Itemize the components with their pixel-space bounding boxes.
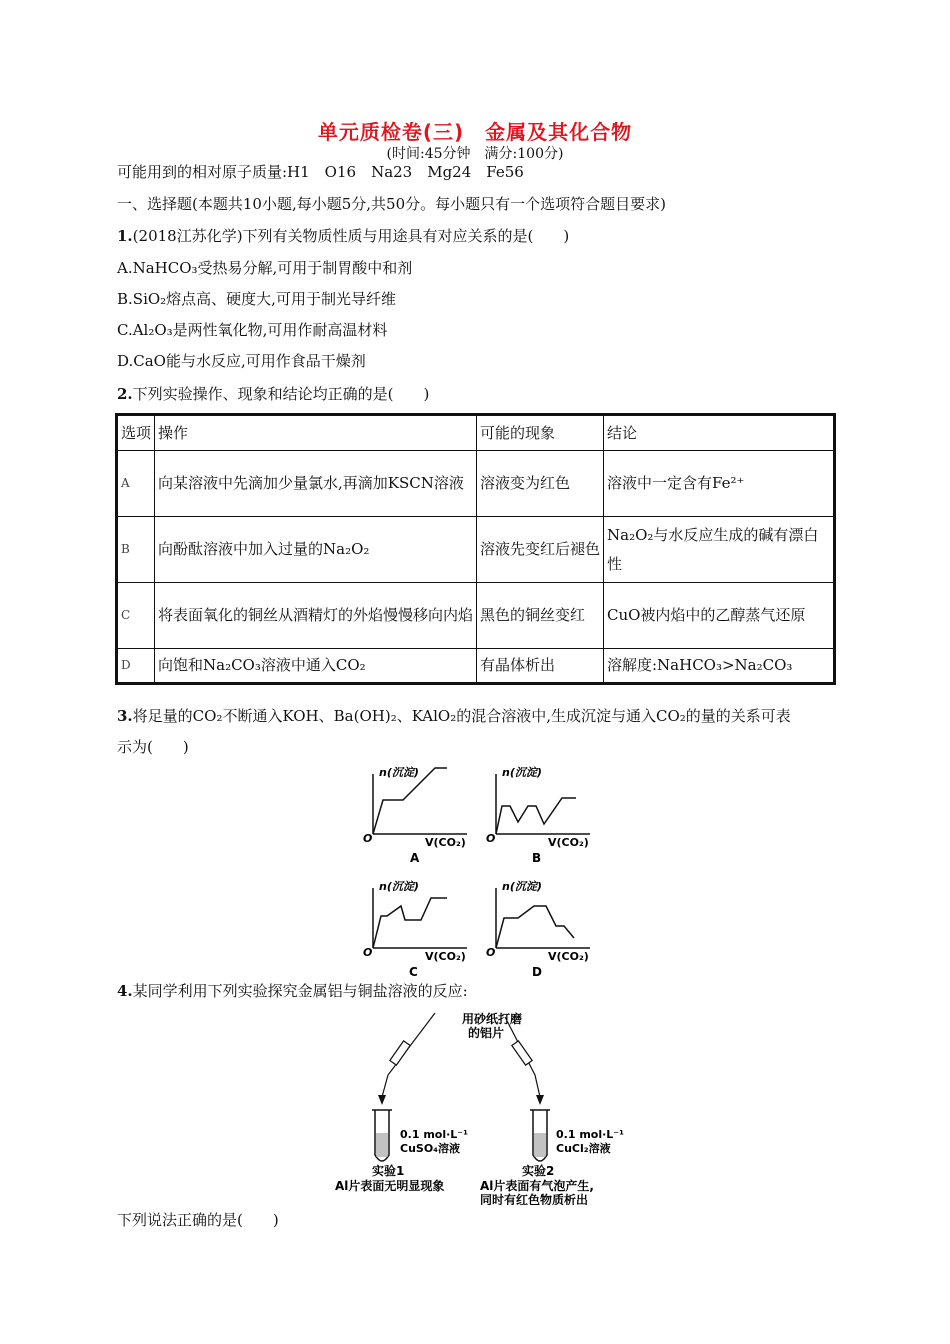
origin-label: O	[363, 832, 373, 845]
figure-label: 用砂纸打磨	[462, 1012, 523, 1026]
graph-label: D	[532, 965, 542, 979]
x-axis-label: V(CO₂)	[425, 836, 466, 849]
graph-label: B	[532, 851, 542, 865]
question-3-line-2: 示为( )	[117, 738, 189, 756]
x-axis-label: V(CO₂)	[425, 950, 466, 963]
experiment-2-title: 实验2	[522, 1164, 555, 1178]
table-row	[117, 451, 835, 517]
x-axis-label: V(CO₂)	[548, 836, 589, 849]
table-cell: 向某溶液中先滴加少量氯水,再滴加KSCN溶液	[155, 451, 477, 517]
table-cell: 向酚酞溶液中加入过量的Na₂O₂	[155, 517, 477, 583]
experiment-1-result: Al片表面无明显现象	[335, 1179, 445, 1193]
curve	[496, 798, 576, 834]
experiment-figure	[330, 1005, 630, 1205]
graph-a	[355, 762, 475, 867]
option-d: D.CaO能与水反应,可用作食品干燥剂	[117, 352, 366, 370]
question-number: 1.	[117, 227, 133, 245]
graph-label: C	[409, 965, 418, 979]
curve	[373, 898, 447, 948]
table-header-row	[117, 415, 835, 451]
question-4-follow: 下列说法正确的是( )	[117, 1211, 279, 1229]
option-a: A.NaHCO₃受热易分解,可用于制胃酸中和剂	[117, 259, 413, 277]
table-cell: D	[117, 649, 155, 684]
question-stem: 下列实验操作、现象和结论均正确的是( )	[132, 385, 430, 403]
table-row	[117, 649, 835, 684]
y-axis-label: n(沉淀)	[379, 766, 419, 779]
experiment-1-title: 实验1	[372, 1164, 405, 1178]
option-b: B.SiO₂熔点高、硬度大,可用于制光导纤维	[117, 290, 396, 308]
tube-solution	[376, 1133, 388, 1157]
question-2	[117, 383, 429, 404]
question-stem: 将足量的CO₂不断通入KOH、Ba(OH)₂、KAlO₂的混合溶液中,生成沉淀与通入CO₂的量的关系可表	[132, 707, 791, 725]
table-cell: 有晶体析出	[477, 649, 604, 684]
graph-label: A	[410, 851, 420, 865]
figure-label: 的铝片	[468, 1026, 505, 1040]
x-axis-label: V(CO₂)	[548, 950, 589, 963]
table-header: 选项	[117, 415, 155, 451]
origin-label: O	[486, 946, 496, 959]
question-stem: 某同学利用下列实验探究金属铝与铜盐溶液的反应:	[132, 982, 468, 1000]
graph-b	[478, 762, 598, 867]
table-cell: 溶液中一定含有Fe²⁺	[604, 451, 835, 517]
table-cell: 将表面氧化的铜丝从酒精灯的外焰慢慢移向内焰	[155, 583, 477, 649]
table-cell: 溶液变为红色	[477, 451, 604, 517]
table-cell: B	[117, 517, 155, 583]
arrow-head-icon	[378, 1095, 386, 1105]
table-cell: Na₂O₂与水反应生成的碱有漂白性	[604, 517, 835, 583]
arrow-head-icon	[536, 1095, 544, 1105]
question-stem: (2018江苏化学)下列有关物质性质与用途具有对应关系的是( )	[132, 227, 570, 245]
origin-label: O	[486, 832, 496, 845]
tube-solution	[534, 1133, 546, 1157]
table-cell: 溶解度:NaHCO₃>Na₂CO₃	[604, 649, 835, 684]
table-row	[117, 583, 835, 649]
aluminum-strip	[390, 1041, 410, 1065]
graph-c	[355, 876, 475, 981]
question-number: 4.	[117, 982, 133, 1000]
origin-label: O	[363, 946, 373, 959]
y-axis-label: n(沉淀)	[379, 880, 419, 893]
graph-d	[478, 876, 598, 981]
table-header: 操作	[155, 415, 477, 451]
atomic-mass-line: 可能用到的相对原子质量:H1 O16 Na23 Mg24 Fe56	[117, 163, 524, 181]
table-cell: A	[117, 451, 155, 517]
question-1	[117, 225, 569, 246]
experiment-2-result: Al片表面有气泡产生,	[480, 1179, 594, 1193]
tube-label: 0.1 mol·L⁻¹	[400, 1128, 468, 1141]
page-title: 单元质检卷(三) 金属及其化合物	[317, 120, 633, 144]
page-subtitle: (时间:45分钟 满分:100分)	[386, 146, 564, 162]
question-number: 3.	[117, 707, 133, 725]
table-cell: 溶液先变红后褪色	[477, 517, 604, 583]
question-3	[117, 705, 791, 726]
y-axis-label: n(沉淀)	[502, 766, 542, 779]
section-heading: 一、选择题(本题共10小题,每小题5分,共50分。每小题只有一个选项符合题目要求)	[117, 195, 666, 213]
table-header: 可能的现象	[477, 415, 604, 451]
table-row	[117, 517, 835, 583]
y-axis-label: n(沉淀)	[502, 880, 542, 893]
tube-label: CuSO₄溶液	[400, 1142, 460, 1155]
aluminum-strip	[512, 1041, 532, 1065]
table-cell: 黑色的铜丝变红	[477, 583, 604, 649]
table-cell: 向饱和Na₂CO₃溶液中通入CO₂	[155, 649, 477, 684]
curve	[496, 906, 574, 948]
arrow-left	[382, 1013, 435, 1097]
question-4	[117, 980, 468, 1001]
table-cell: C	[117, 583, 155, 649]
table-header: 结论	[604, 415, 835, 451]
option-c: C.Al₂O₃是两性氧化物,可用作耐高温材料	[117, 321, 388, 339]
tube-label: CuCl₂溶液	[556, 1142, 611, 1155]
question-number: 2.	[117, 385, 133, 403]
tube-label: 0.1 mol·L⁻¹	[556, 1128, 624, 1141]
experiment-2-result: 同时有红色物质析出	[480, 1193, 589, 1205]
table-cell: CuO被内焰中的乙醇蒸气还原	[604, 583, 835, 649]
experiment-table	[115, 413, 836, 685]
